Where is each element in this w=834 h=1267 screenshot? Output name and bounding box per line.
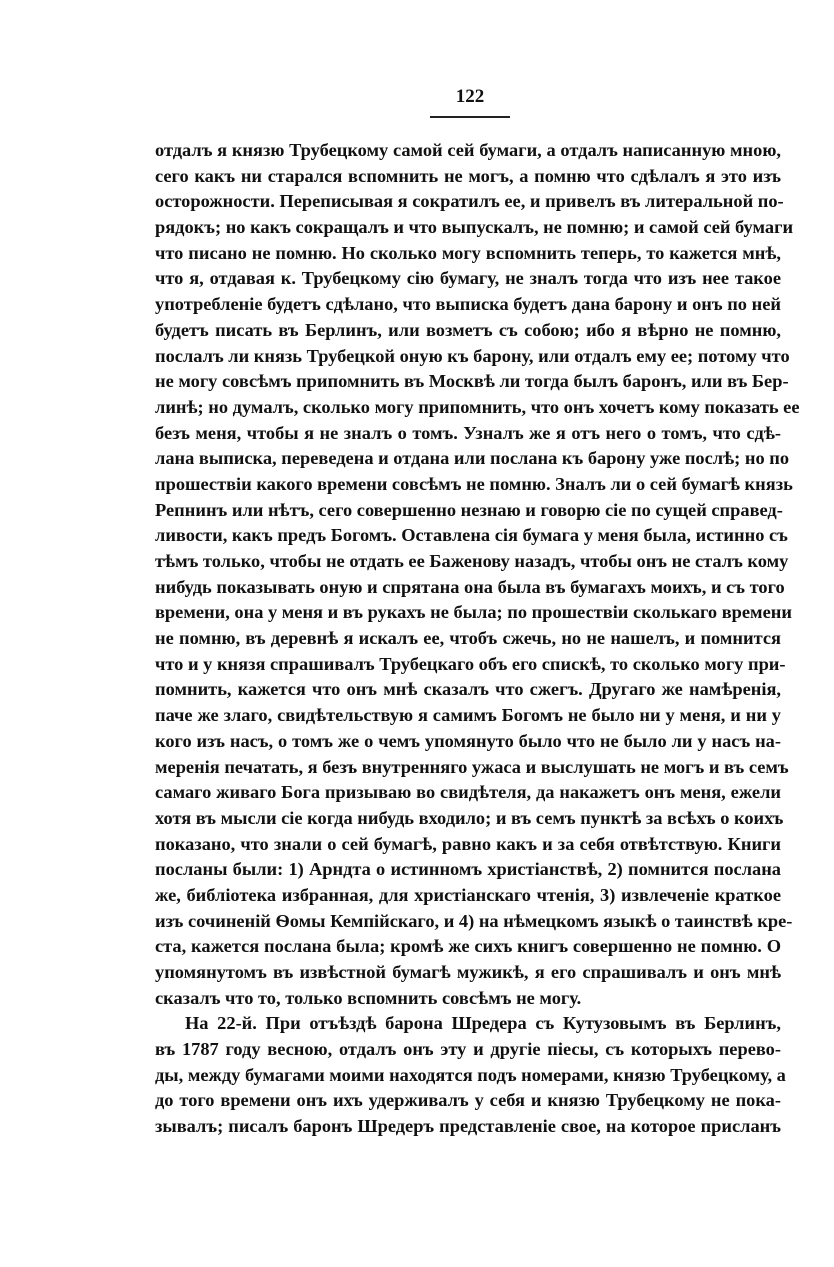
page-number: 122 bbox=[455, 86, 485, 107]
text-line: рядокъ; но какъ сокращалъ и что выпускалъ, не помню; и самой сей бумаги bbox=[155, 217, 794, 238]
text-line: нибудь показывать оную и спрятана она была въ бумагахъ моихъ, и съ того bbox=[155, 576, 785, 597]
text-line: зывалъ; писалъ баронъ Шредеръ представленіе свое, на которое присланъ bbox=[155, 1116, 781, 1137]
text-line: что и у князя спрашивалъ Трубецкаго объ его спискѣ, то сколько могу при- bbox=[155, 653, 786, 674]
text-line: На 22-й. При отъѣздѣ барона Шредера съ Кутузовымъ въ Берлинъ, bbox=[185, 1013, 781, 1034]
text-line: Репнинъ или нѣтъ, сего совершенно незнаю и говорю сіе по сущей справед- bbox=[155, 499, 783, 520]
text-line: ста, кажется послана была; кромѣ же сихъ книгъ совершенно не помню. О bbox=[155, 936, 781, 957]
text-line: прошествіи какого времени совсѣмъ не помню. Зналъ ли о сей бумагѣ князь bbox=[155, 473, 793, 494]
text-line: показано, что знали о сей бумагѣ, равно какъ и за себя отвѣтствую. Книги bbox=[155, 833, 781, 854]
text-line: до того времени онъ ихъ удерживалъ у себя и князю Трубецкому не пока- bbox=[155, 1090, 781, 1111]
text-line: не могу совсѣмъ припомнить въ Москвѣ ли тогда былъ баронъ, или въ Бер- bbox=[155, 371, 789, 392]
text-line: самаго живаго Бога призываю во свидѣтеля, да накажетъ онъ меня, ежели bbox=[155, 782, 781, 803]
text-line: безъ меня, чтобы я не зналъ о томъ. Узналъ же я отъ него о томъ, что сдѣ- bbox=[155, 422, 781, 443]
text-line: сего какъ ни старался вспомнить не могъ, а помню что сдѣлалъ я это изъ bbox=[155, 165, 781, 186]
text-line: въ 1787 году весною, отдалъ онъ эту и другіе піесы, съ которыхъ перево- bbox=[155, 1039, 781, 1060]
text-line: посланы были: 1) Арндта о истинномъ христіанствѣ, 2) помнится послана bbox=[155, 859, 781, 880]
text-line: ливости, какъ предъ Богомъ. Оставлена сія бумага у меня была, истинно съ bbox=[155, 525, 788, 546]
text-line: линѣ; но думалъ, сколько могу припомнить, что онъ хочетъ кому показать ее bbox=[155, 396, 800, 417]
text-line: употребленіе будетъ сдѣлано, что выписка будетъ дана барону и онъ по ней bbox=[155, 294, 781, 315]
text-line: упомянутомъ въ извѣстной бумагѣ мужикѣ, я его спрашивалъ и онъ мнѣ bbox=[155, 962, 781, 982]
text-line: не помню, въ деревнѣ я искалъ ее, чтобъ сжечь, но не нашелъ, и помнится bbox=[155, 628, 781, 649]
body-text bbox=[155, 138, 800, 1140]
text-line: что я, отдавая к. Трубецкому сію бумагу, не зналъ тогда что изъ нее такое bbox=[155, 268, 781, 289]
text-line: послалъ ли князь Трубецкой оную къ барону, или отдалъ ему ее; потому что bbox=[155, 345, 790, 366]
text-line: хотя въ мысли сіе когда нибудь входило; и въ семъ пунктѣ за всѣхъ о коихъ bbox=[155, 807, 784, 828]
header-rule bbox=[430, 116, 510, 118]
text-line: паче же злаго, свидѣтельствую я самимъ Богомъ не было ни у меня, и ни у bbox=[155, 705, 781, 726]
text-line: кого изъ насъ, о томъ же о чемъ упомянуто было что не было ли у насъ на- bbox=[155, 730, 781, 751]
text-line: ды, между бумагами моими находятся подъ номерами, князю Трубецкому, а bbox=[155, 1064, 786, 1085]
text-line: меренія печатать, я безъ внутренняго ужаса и выслушать не могъ и въ семъ bbox=[155, 756, 789, 777]
text-line: отдалъ я князю Трубецкому самой сей бумаги, а отдалъ написанную мною, bbox=[155, 140, 781, 160]
text-line: лана выписка, переведена и отдана или послана къ барону уже послѣ; но по bbox=[155, 448, 790, 469]
text-line: помнить, кажется что онъ мнѣ сказалъ что сжегъ. Другаго же намѣренія, bbox=[155, 679, 781, 700]
text-line: что писано не помню. Но сколько могу вспомнить теперь, то кажется мнѣ, bbox=[155, 242, 781, 263]
text-line: времени, она у меня и въ рукахъ не была; по прошествіи сколькаго времени bbox=[155, 602, 792, 623]
text-line: тѣмъ только, чтобы не отдать ее Баженову назадъ, чтобы онъ не сталъ кому bbox=[155, 551, 789, 571]
text-line: изъ сочиненій Ѳомы Кемпійскаго, и 4) на нѣмецкомъ языкѣ о таинствѣ кре- bbox=[155, 910, 793, 931]
text-line: сказалъ что то, только вспомнить совсѣмъ не могу. bbox=[155, 987, 582, 1008]
text-line: осторожности. Переписывая я сократилъ ее, и привелъ въ литеральной по- bbox=[155, 191, 784, 212]
text-line: будетъ писать въ Берлинъ, или возметъ съ собою; ибо я вѣрно не помню, bbox=[155, 319, 781, 340]
text-line: же, библіотека избранная, для христіанскаго чтенія, 3) извлеченіе краткое bbox=[155, 884, 781, 905]
